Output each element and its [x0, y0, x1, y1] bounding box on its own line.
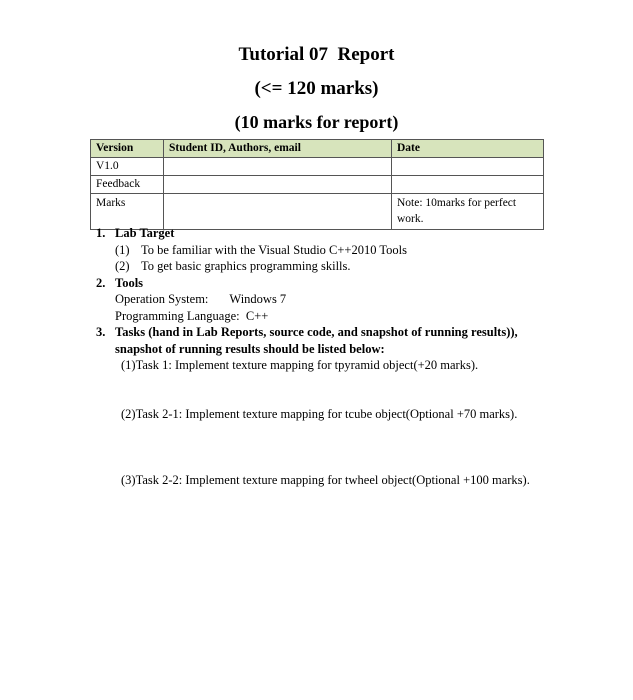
- cell-marks: Marks: [91, 194, 164, 230]
- item-label: (1): [115, 242, 130, 257]
- section-heading: Tasks (hand in Lab Reports, source code, and snapshot of running results)),: [115, 325, 518, 339]
- list-item: [96, 242, 546, 259]
- os-label: Operation System:: [115, 292, 209, 306]
- total-marks-heading: (<= 120 marks): [254, 78, 379, 99]
- section-tasks: [96, 324, 546, 341]
- section-number: 2.: [96, 275, 106, 290]
- table-row: [91, 176, 544, 194]
- section-tools: [96, 275, 546, 292]
- list-item: [96, 258, 546, 275]
- item-label: (2): [115, 259, 130, 273]
- section-number: 1.: [96, 226, 106, 240]
- language-label: Programming Language:: [115, 308, 240, 323]
- cell-feedback-value[interactable]: [164, 176, 392, 194]
- report-body: [96, 225, 546, 489]
- report-marks-heading: (10 marks for report): [234, 112, 399, 132]
- table-row: [91, 158, 544, 176]
- item-text: To be familiar with the Visual Studio C++2010 Tools: [141, 242, 407, 257]
- language-value: C++: [245, 308, 269, 323]
- section-heading: Lab Target: [115, 226, 175, 240]
- os-line: [96, 291, 546, 308]
- task-2-2: (3)Task 2-2: Implement texture mapping for twheel object(Optional +100 marks).: [121, 473, 530, 487]
- cell-student-info[interactable]: [164, 158, 392, 176]
- section-number: 3.: [96, 325, 106, 339]
- section-lab-target: [96, 225, 546, 242]
- language-line: [96, 308, 546, 325]
- section-heading: Tools: [115, 275, 144, 290]
- task-2-1: (2)Task 2-1: Implement texture mapping for tcube object(Optional +70 marks).: [121, 406, 518, 421]
- cell-marks-note: Note: 10marks for perfect work.: [392, 194, 544, 230]
- cell-date[interactable]: [392, 158, 544, 176]
- task-1: (1)Task 1: Implement texture mapping for tpyramid object(+20 marks).: [121, 358, 479, 372]
- os-value: Windows 7: [229, 292, 287, 306]
- cell-feedback: Feedback: [91, 176, 164, 194]
- cell-version: V1.0: [91, 158, 164, 176]
- cell-feedback-date[interactable]: [392, 176, 544, 194]
- report-title: Tutorial 07 Report: [238, 44, 395, 65]
- info-table: [90, 139, 544, 230]
- header-version: Version: [91, 140, 164, 158]
- section-heading-continued: snapshot of running results should be listed below:: [115, 341, 385, 356]
- item-text: To get basic graphics programming skills.: [141, 259, 351, 273]
- header-date: Date: [392, 140, 544, 158]
- info-table-header-row: [91, 140, 544, 158]
- header-student-info: Student ID, Authors, email: [164, 140, 392, 158]
